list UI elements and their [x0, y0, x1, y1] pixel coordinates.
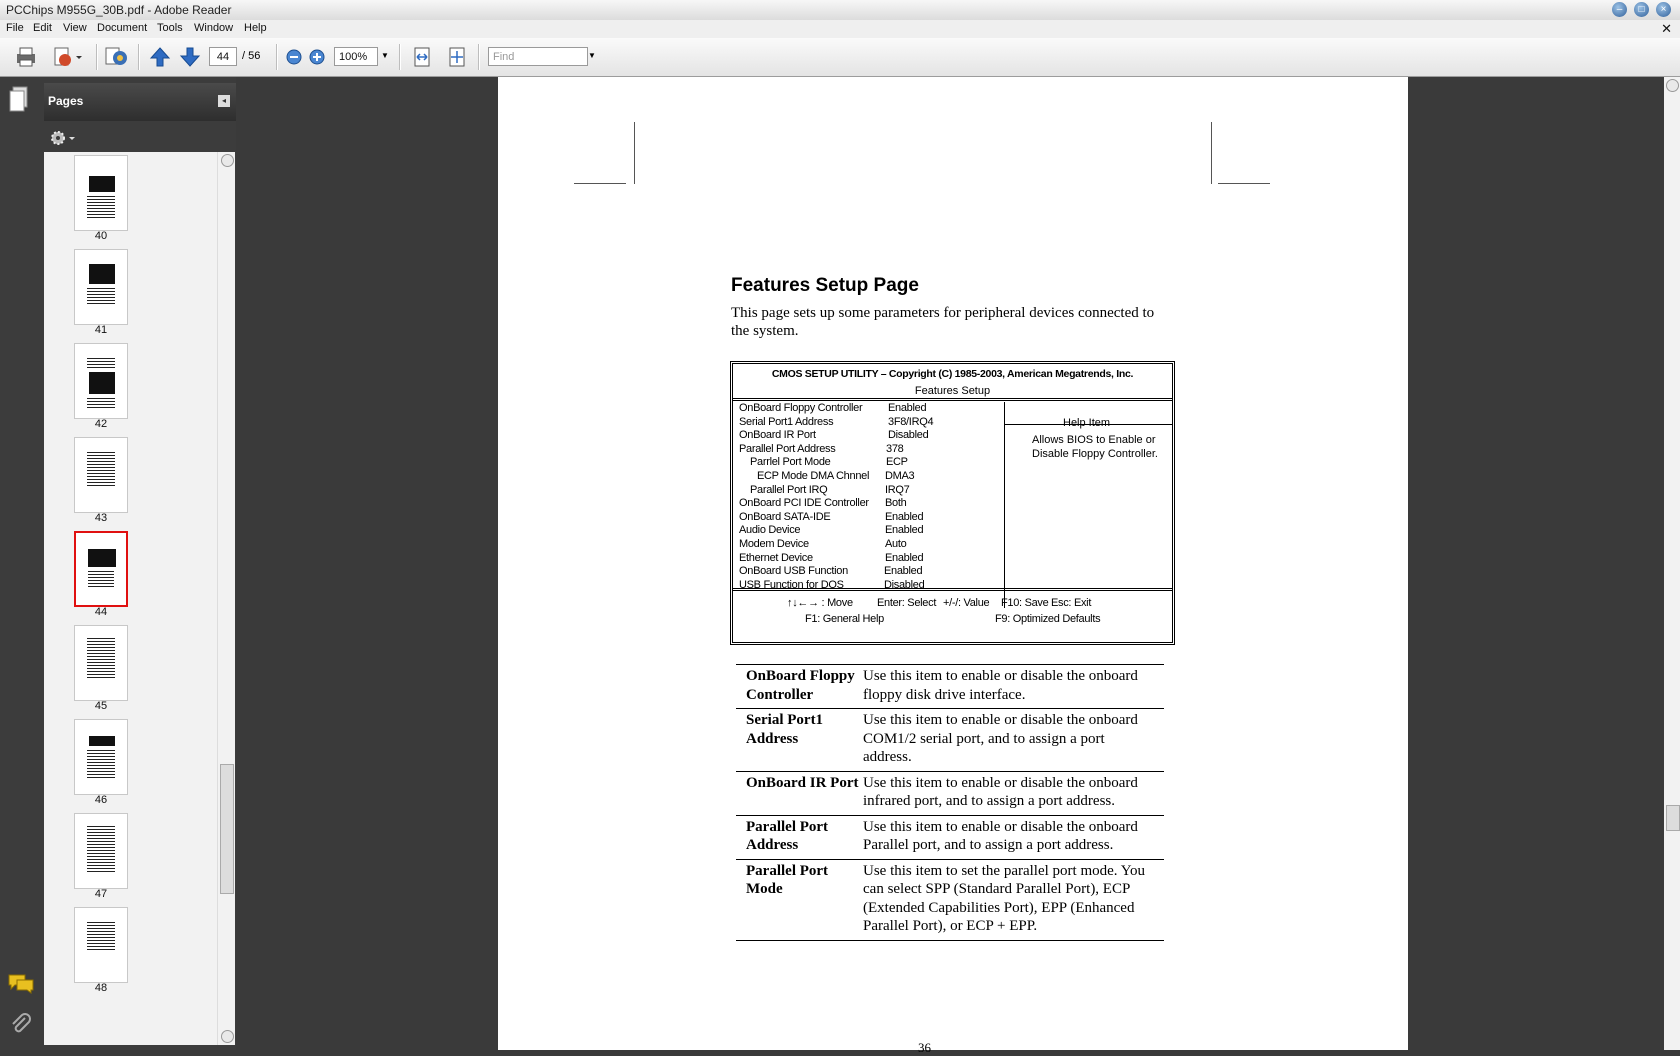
menu-help[interactable]: Help [244, 22, 267, 34]
cmos-setting-value: Auto [885, 538, 907, 550]
arrow-down-icon [178, 45, 202, 69]
description-row [736, 771, 1164, 815]
scroll-thumb[interactable] [1666, 805, 1680, 831]
page-thumbnail[interactable] [74, 437, 128, 513]
menu-edit[interactable]: Edit [33, 22, 52, 34]
thumbnail-label: 45 [94, 700, 108, 712]
description-term: OnBoard IR Port [746, 774, 859, 791]
cmos-setup-screenshot [730, 361, 1175, 645]
footer-help: F1: General Help [805, 613, 884, 625]
total-pages-label: / 56 [242, 50, 261, 62]
cmos-setting-label: Ethernet Device [739, 551, 813, 564]
page-thumbnail[interactable] [74, 249, 128, 325]
page-number: 36 [918, 1040, 931, 1055]
cmos-setting-value: ECP [886, 456, 908, 469]
description-text: Use this item to enable or disable the onboard COM1/2 serial port, and to assign a port address. [863, 712, 1138, 765]
scroll-thumb[interactable] [220, 764, 234, 894]
cmos-setting-value: Enabled [884, 565, 923, 578]
cmos-setting-value: DMA3 [885, 470, 915, 482]
page-number-input[interactable]: 44 [209, 47, 237, 66]
thumbnail-list [44, 152, 234, 1045]
collaborate-button[interactable] [104, 45, 128, 69]
close-window-button[interactable]: × [1656, 2, 1671, 17]
page-thumbnail[interactable] [74, 719, 128, 795]
cmos-setting-label: Audio Device [739, 524, 801, 537]
thumbnail-label: 48 [94, 982, 108, 994]
cmos-setting-value: IRQ7 [885, 483, 910, 496]
next-page-button[interactable] [178, 45, 202, 69]
description-row [736, 815, 1164, 859]
minimize-button[interactable]: – [1612, 2, 1627, 17]
comments-icon[interactable] [7, 972, 35, 997]
pdf-page [498, 77, 1408, 1055]
export-button[interactable] [52, 45, 76, 69]
title-bar [0, 0, 1680, 21]
cmos-setting-value: Enabled [885, 524, 924, 537]
thumbnail-label: 47 [94, 888, 108, 900]
cmos-setting-value: Enabled [888, 402, 927, 414]
navigation-strip [0, 77, 45, 1050]
cmos-setting-value: 3F8/IRQ4 [888, 415, 934, 428]
menu-window[interactable]: Window [194, 22, 234, 34]
fit-width-button[interactable] [410, 45, 434, 69]
cmos-setting-value: Enabled [885, 510, 924, 523]
fit-page-icon [445, 45, 469, 69]
footer-defaults: F9: Optimized Defaults [995, 613, 1101, 625]
options-gear-icon[interactable] [48, 129, 78, 150]
thumbnail-label: 44 [94, 606, 108, 618]
cmos-setting-value: Disabled [884, 578, 925, 591]
footer-select: Enter: Select [877, 597, 937, 609]
thumbnail-label: 46 [94, 794, 108, 806]
cmos-setting-value: Enabled [885, 551, 924, 564]
footer-exit: Esc: Exit [1051, 597, 1092, 609]
printer-icon [14, 45, 38, 69]
page-thumbnail[interactable] [74, 813, 128, 889]
print-button[interactable] [14, 45, 38, 69]
pages-panel [44, 77, 236, 1050]
document-scrollbar[interactable] [1664, 77, 1680, 1050]
cmos-setting-label: Parallel Port Address [739, 442, 836, 455]
document-area [238, 77, 1664, 1055]
maximize-button[interactable]: □ [1634, 2, 1649, 17]
description-text: Use this item to enable or disable the onboard infrared port, and to assign a port address. [863, 774, 1138, 809]
intro-paragraph: This page sets up some parameters for peripheral devices connected to the system. [731, 305, 1155, 339]
arrow-up-icon [148, 45, 172, 69]
document-export-icon [52, 45, 82, 69]
cmos-setting-label: ECP Mode DMA Chnnel [757, 470, 870, 482]
thumbnail-label: 43 [94, 512, 108, 524]
page-thumbnail[interactable] [74, 625, 128, 701]
description-term: OnBoard Floppy Controller [746, 668, 855, 703]
pages-panel-header [44, 83, 236, 121]
thumbnail-label: 41 [94, 324, 108, 336]
attachment-icon[interactable] [9, 1012, 33, 1041]
collapse-panel-icon[interactable]: ◂ [218, 95, 230, 107]
cmos-setting-label: OnBoard IR Port [739, 429, 816, 442]
thumbnail-label: 40 [94, 230, 108, 242]
footer-value: +/-/: Value [943, 597, 990, 609]
thumbnail-label: 42 [94, 418, 108, 430]
page-thumbnail-selected[interactable] [74, 531, 128, 607]
zoom-dropdown-icon[interactable]: ▼ [381, 51, 389, 60]
footer-move: ↑↓←→ : Move [787, 597, 853, 609]
description-text: Use this item to enable or disable the onboard floppy disk drive interface. [863, 668, 1138, 703]
footer-save: F10: Save [1001, 597, 1049, 609]
share-icon [104, 45, 130, 69]
fit-page-button[interactable] [445, 45, 469, 69]
description-term: Parallel Port Address [746, 818, 829, 853]
menu-tools[interactable]: Tools [157, 22, 183, 34]
menu-view[interactable]: View [63, 22, 87, 34]
page-thumbnail[interactable] [74, 907, 128, 983]
previous-page-button[interactable] [148, 45, 172, 69]
zoom-out-icon [282, 45, 306, 69]
fit-width-icon [410, 45, 434, 69]
help-item-title: Help Item [1063, 417, 1111, 429]
cmos-setting-value: Disabled [888, 429, 929, 442]
cmos-setting-label: Parrlel Port Mode [750, 456, 831, 469]
description-term: Serial Port1 Address [746, 712, 824, 747]
description-table [736, 664, 1164, 941]
cmos-subtitle: Features Setup [914, 385, 991, 397]
page-thumbnail[interactable] [74, 155, 128, 231]
thumbnail-scrollbar[interactable] [217, 152, 235, 1045]
description-row [736, 664, 1164, 708]
menu-file[interactable]: File [6, 22, 24, 34]
description-text: Use this item to set the parallel port mode. You can select SPP (Standard Parallel Port), ECP (Extended Capabilities Port), EPP (Enhanced Parallel Port), or ECP + EPP. [863, 862, 1146, 934]
zoom-input[interactable]: 100% [334, 47, 378, 66]
pages-panel-title: Pages [48, 94, 84, 108]
find-dropdown-icon[interactable]: ▼ [588, 51, 596, 60]
description-row [736, 859, 1164, 941]
cmos-setting-value: 378 [886, 442, 904, 455]
section-heading: Features Setup Page [731, 275, 919, 296]
close-document-icon[interactable]: ✕ [1661, 21, 1672, 36]
menu-bar [0, 20, 1680, 38]
description-text: Use this item to enable or disable the onboard Parallel port, and to assign a port address. [863, 818, 1138, 853]
help-item-text: Allows BIOS to Enable or Disable Floppy Controller. [1032, 434, 1158, 460]
cmos-setting-label: Modem Device [739, 538, 809, 550]
zoom-in-icon [305, 45, 329, 69]
cmos-setting-label: OnBoard PCI IDE Controller [739, 497, 869, 510]
cmos-setting-label: OnBoard SATA-IDE [739, 510, 831, 523]
find-input[interactable]: Find [488, 47, 588, 66]
cmos-setting-value: Both [885, 497, 907, 510]
zoom-in-button[interactable] [305, 45, 329, 69]
cmos-setting-label: Serial Port1 Address [739, 415, 834, 428]
description-row [736, 708, 1164, 771]
toolbar [0, 38, 1680, 77]
cmos-title: CMOS SETUP UTILITY – Copyright (C) 1985-2003, American Megatrends, Inc. [771, 368, 1134, 380]
cmos-setting-label: USB Function for DOS [739, 578, 844, 591]
cmos-setting-label: OnBoard Floppy Controller [739, 402, 863, 414]
cmos-setting-label: Parallel Port IRQ [750, 483, 828, 496]
page-thumbnail[interactable] [74, 343, 128, 419]
description-term: Parallel Port Mode [746, 862, 829, 897]
pages-panel-icon[interactable] [8, 85, 32, 116]
window-title: PCChips M955G_30B.pdf - Adobe Reader [6, 3, 232, 17]
zoom-out-button[interactable] [282, 45, 306, 69]
cmos-setting-label: OnBoard USB Function [739, 565, 848, 578]
menu-document[interactable]: Document [97, 22, 148, 34]
